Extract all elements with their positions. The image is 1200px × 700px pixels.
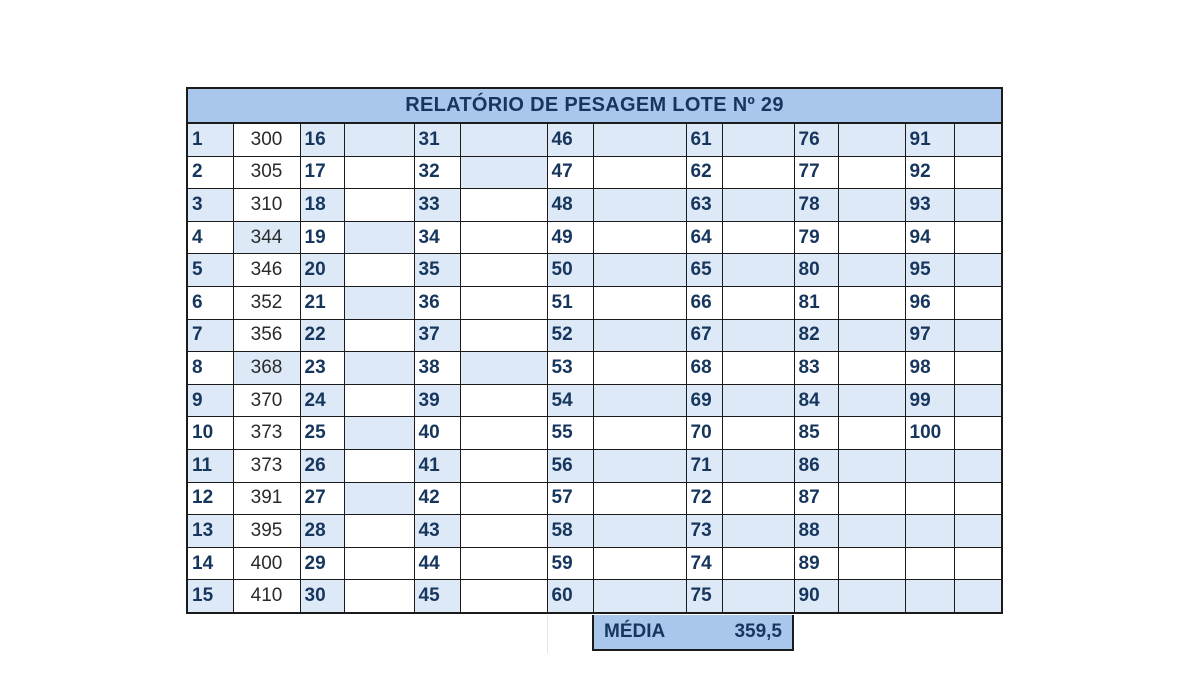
row-number: 1 [188, 124, 233, 156]
row-number: 93 [905, 189, 954, 222]
weight-value [593, 221, 686, 254]
row-number: 34 [414, 221, 460, 254]
weight-value [593, 124, 686, 156]
weight-value [344, 124, 414, 156]
weight-value: 346 [233, 254, 300, 287]
weight-value [954, 352, 1001, 385]
row-number: 98 [905, 352, 954, 385]
weight-value: 395 [233, 515, 300, 548]
row-number: 51 [547, 286, 593, 319]
weight-value [460, 286, 547, 319]
weight-value [954, 286, 1001, 319]
weighing-report [186, 87, 1003, 614]
row-number: 63 [686, 189, 722, 222]
weight-value [593, 352, 686, 385]
weight-value [460, 384, 547, 417]
row-number: 73 [686, 515, 722, 548]
row-number: 79 [794, 221, 838, 254]
row-number: 5 [188, 254, 233, 287]
weight-value [344, 515, 414, 548]
row-number: 64 [686, 221, 722, 254]
row-number: 38 [414, 352, 460, 385]
weight-value [344, 286, 414, 319]
weight-value [460, 515, 547, 548]
weight-value [722, 221, 794, 254]
table-row [188, 580, 1001, 612]
weight-value [460, 189, 547, 222]
weight-value [593, 580, 686, 612]
table-row [188, 482, 1001, 515]
weight-value [593, 449, 686, 482]
weight-value: 368 [233, 352, 300, 385]
row-number: 20 [300, 254, 344, 287]
weight-value [838, 319, 905, 352]
weight-value [838, 580, 905, 612]
weight-value [838, 515, 905, 548]
row-number: 57 [547, 482, 593, 515]
weight-value [344, 254, 414, 287]
row-number: 85 [794, 417, 838, 450]
weight-value [722, 254, 794, 287]
row-number: 65 [686, 254, 722, 287]
row-number: 23 [300, 352, 344, 385]
row-number: 92 [905, 156, 954, 189]
row-number: 10 [188, 417, 233, 450]
average-box [592, 615, 794, 651]
row-number: 62 [686, 156, 722, 189]
weight-value [722, 189, 794, 222]
report-title: RELATÓRIO DE PESAGEM LOTE Nº 29 [188, 89, 1001, 124]
weight-value: 344 [233, 221, 300, 254]
row-number: 83 [794, 352, 838, 385]
row-number: 36 [414, 286, 460, 319]
row-number: 72 [686, 482, 722, 515]
column-guide-line [547, 615, 548, 653]
row-number: 48 [547, 189, 593, 222]
table-row [188, 254, 1001, 287]
row-number: 59 [547, 547, 593, 580]
average-value: 359,5 [734, 621, 782, 642]
weight-value: 391 [233, 482, 300, 515]
weight-value [838, 254, 905, 287]
weight-value [593, 515, 686, 548]
weight-value [722, 352, 794, 385]
row-number: 3 [188, 189, 233, 222]
weight-value [838, 547, 905, 580]
table-row [188, 156, 1001, 189]
row-number: 96 [905, 286, 954, 319]
weight-value [722, 417, 794, 450]
table-row [188, 286, 1001, 319]
weight-value [344, 352, 414, 385]
weight-value [344, 189, 414, 222]
row-number: 87 [794, 482, 838, 515]
row-number: 86 [794, 449, 838, 482]
weight-value [344, 221, 414, 254]
row-number: 6 [188, 286, 233, 319]
row-number: 68 [686, 352, 722, 385]
weight-value: 373 [233, 417, 300, 450]
row-number: 18 [300, 189, 344, 222]
row-number: 54 [547, 384, 593, 417]
table-row [188, 352, 1001, 385]
row-number: 99 [905, 384, 954, 417]
weight-value [954, 449, 1001, 482]
row-number: 94 [905, 221, 954, 254]
weight-value: 310 [233, 189, 300, 222]
row-number: 56 [547, 449, 593, 482]
weight-value [593, 417, 686, 450]
row-number: 60 [547, 580, 593, 612]
table-row [188, 189, 1001, 222]
row-number: 100 [905, 417, 954, 450]
weight-value [954, 156, 1001, 189]
weight-value [722, 580, 794, 612]
row-number: 76 [794, 124, 838, 156]
row-number: 82 [794, 319, 838, 352]
weight-value [954, 124, 1001, 156]
row-number: 78 [794, 189, 838, 222]
weight-value [593, 156, 686, 189]
row-number: 42 [414, 482, 460, 515]
weight-value [460, 352, 547, 385]
row-number: 28 [300, 515, 344, 548]
row-number: 74 [686, 547, 722, 580]
row-number: 30 [300, 580, 344, 612]
weight-value [344, 482, 414, 515]
weight-value [593, 547, 686, 580]
weight-value [460, 449, 547, 482]
weight-value [954, 482, 1001, 515]
row-number: 35 [414, 254, 460, 287]
weight-value [460, 482, 547, 515]
row-number: 67 [686, 319, 722, 352]
row-number: 12 [188, 482, 233, 515]
weight-value [460, 319, 547, 352]
weight-value [722, 319, 794, 352]
weight-value [460, 254, 547, 287]
row-number: 66 [686, 286, 722, 319]
weight-value: 410 [233, 580, 300, 612]
row-number: 22 [300, 319, 344, 352]
weight-value [460, 547, 547, 580]
weight-value [722, 449, 794, 482]
row-number: 27 [300, 482, 344, 515]
row-number: 4 [188, 221, 233, 254]
weight-value [722, 156, 794, 189]
row-number: 71 [686, 449, 722, 482]
weight-value: 352 [233, 286, 300, 319]
weight-value [838, 221, 905, 254]
row-number: 19 [300, 221, 344, 254]
weight-value [722, 384, 794, 417]
row-number: 14 [188, 547, 233, 580]
weight-value [722, 482, 794, 515]
row-number [905, 482, 954, 515]
weight-value [954, 580, 1001, 612]
weight-value [344, 156, 414, 189]
row-number: 47 [547, 156, 593, 189]
weight-value [954, 515, 1001, 548]
row-number: 84 [794, 384, 838, 417]
row-number: 33 [414, 189, 460, 222]
row-number: 69 [686, 384, 722, 417]
weight-value [954, 384, 1001, 417]
row-number: 90 [794, 580, 838, 612]
row-number: 58 [547, 515, 593, 548]
row-number: 11 [188, 449, 233, 482]
weight-value [722, 515, 794, 548]
row-number [905, 580, 954, 612]
row-number: 45 [414, 580, 460, 612]
weight-value [722, 286, 794, 319]
weight-value [344, 547, 414, 580]
weight-value [954, 417, 1001, 450]
row-number: 97 [905, 319, 954, 352]
table-row [188, 449, 1001, 482]
weight-value [838, 449, 905, 482]
weight-value [838, 417, 905, 450]
row-number: 8 [188, 352, 233, 385]
row-number: 49 [547, 221, 593, 254]
weight-value [593, 286, 686, 319]
row-number: 15 [188, 580, 233, 612]
row-number: 40 [414, 417, 460, 450]
row-number: 46 [547, 124, 593, 156]
row-number: 32 [414, 156, 460, 189]
weight-value: 400 [233, 547, 300, 580]
row-number [905, 515, 954, 548]
row-number: 16 [300, 124, 344, 156]
weight-value [460, 221, 547, 254]
row-number: 13 [188, 515, 233, 548]
weight-value [344, 580, 414, 612]
weight-value [954, 547, 1001, 580]
average-label: MÉDIA [604, 621, 666, 642]
weight-value [838, 124, 905, 156]
weight-value [344, 319, 414, 352]
row-number: 52 [547, 319, 593, 352]
row-number: 39 [414, 384, 460, 417]
row-number: 77 [794, 156, 838, 189]
row-number [905, 449, 954, 482]
weight-value [593, 254, 686, 287]
row-number: 24 [300, 384, 344, 417]
row-number: 50 [547, 254, 593, 287]
row-number: 70 [686, 417, 722, 450]
weight-value [954, 189, 1001, 222]
table-row [188, 515, 1001, 548]
weight-value: 373 [233, 449, 300, 482]
row-number: 81 [794, 286, 838, 319]
row-number: 61 [686, 124, 722, 156]
row-number: 88 [794, 515, 838, 548]
row-number: 53 [547, 352, 593, 385]
weight-value [838, 189, 905, 222]
weight-value [838, 352, 905, 385]
weight-value [954, 254, 1001, 287]
row-number: 25 [300, 417, 344, 450]
row-number: 37 [414, 319, 460, 352]
row-number: 29 [300, 547, 344, 580]
weight-value [838, 286, 905, 319]
weight-value [460, 156, 547, 189]
weight-value [593, 319, 686, 352]
row-number: 7 [188, 319, 233, 352]
row-number: 9 [188, 384, 233, 417]
weight-value: 356 [233, 319, 300, 352]
table-row [188, 319, 1001, 352]
row-number [905, 547, 954, 580]
weight-value [344, 417, 414, 450]
weight-value [460, 124, 547, 156]
weight-value [722, 124, 794, 156]
row-number: 75 [686, 580, 722, 612]
weighing-table [188, 124, 1001, 612]
weight-value [593, 189, 686, 222]
table-row [188, 547, 1001, 580]
weight-value [838, 384, 905, 417]
table-row [188, 417, 1001, 450]
row-number: 41 [414, 449, 460, 482]
table-row [188, 384, 1001, 417]
weight-value [593, 482, 686, 515]
weight-value [593, 384, 686, 417]
table-row [188, 124, 1001, 156]
weight-value [344, 384, 414, 417]
row-number: 95 [905, 254, 954, 287]
row-number: 44 [414, 547, 460, 580]
weight-value [838, 482, 905, 515]
row-number: 43 [414, 515, 460, 548]
table-row [188, 221, 1001, 254]
row-number: 31 [414, 124, 460, 156]
weight-value [954, 221, 1001, 254]
weight-value: 300 [233, 124, 300, 156]
weight-value [460, 580, 547, 612]
row-number: 2 [188, 156, 233, 189]
row-number: 91 [905, 124, 954, 156]
weight-value [460, 417, 547, 450]
row-number: 55 [547, 417, 593, 450]
row-number: 89 [794, 547, 838, 580]
row-number: 17 [300, 156, 344, 189]
row-number: 26 [300, 449, 344, 482]
weight-value [344, 449, 414, 482]
weight-value [838, 156, 905, 189]
weight-value [722, 547, 794, 580]
weight-value [954, 319, 1001, 352]
row-number: 80 [794, 254, 838, 287]
row-number: 21 [300, 286, 344, 319]
weight-value: 305 [233, 156, 300, 189]
weight-value: 370 [233, 384, 300, 417]
